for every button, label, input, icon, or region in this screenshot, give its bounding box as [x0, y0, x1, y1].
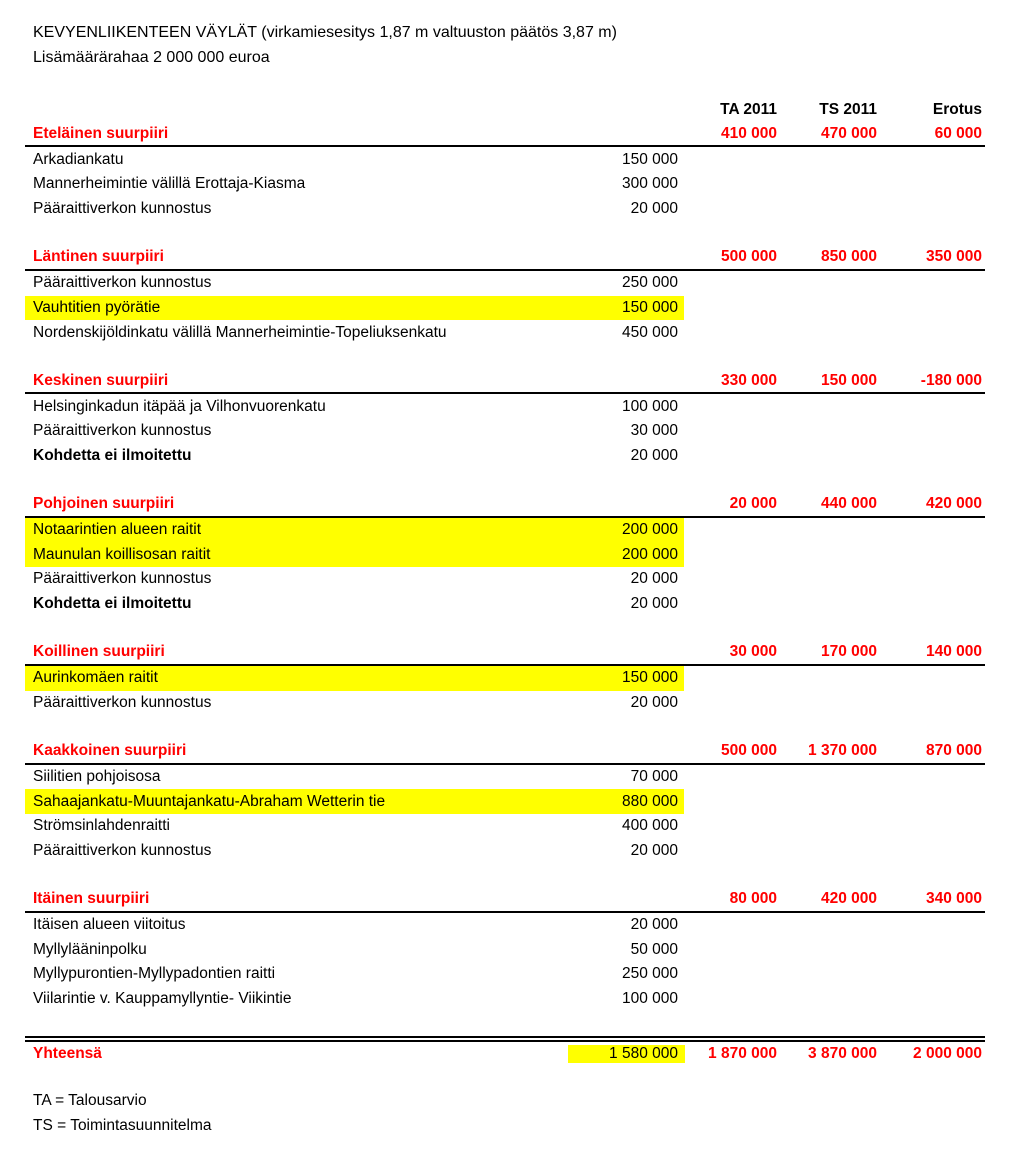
section-header-keskinen: [25, 370, 985, 395]
item-row-val: 150 000: [621, 298, 678, 316]
item-row-val: 70 000: [630, 767, 678, 785]
section-header-koillinen-ts: 170 000: [820, 643, 877, 661]
section-header-kaakkoinen-ts: 1 370 000: [808, 742, 877, 760]
item-row-val: 20 000: [630, 693, 678, 711]
item-row-name: Pääraittiverkon kunnostus: [33, 570, 212, 588]
item-row-val: 20 000: [630, 200, 678, 218]
item-row-name: Notaarintien alueen raitit: [33, 521, 202, 539]
spacer-row: [25, 715, 985, 740]
section-header-lantinen-name: Läntinen suurpiiri: [33, 248, 164, 266]
spacer-row: [25, 345, 985, 370]
total-value-highlighted: 1 580 000: [568, 1045, 685, 1063]
item-row: [25, 691, 985, 716]
section-header-pohjoinen-er: 420 000: [925, 495, 982, 513]
budget-table: [25, 98, 985, 1067]
section-header-etelainen-er: 60 000: [934, 125, 982, 143]
item-row-name: Aurinkomäen raitit: [33, 669, 158, 687]
item-row-name: Pääraittiverkon kunnostus: [33, 841, 212, 859]
item-row: [25, 839, 985, 864]
item-row: [25, 444, 985, 469]
item-row-name: Siilitien pohjoisosa: [33, 767, 161, 785]
item-row-name: Mannerheimintie välillä Erottaja-Kiasma: [33, 175, 306, 193]
section-header-pohjoinen-ts: 440 000: [820, 495, 877, 513]
item-row-name: Maunulan koillisosan raitit: [33, 545, 211, 563]
item-row-name: Kohdetta ei ilmoitettu: [33, 446, 192, 464]
item-row: [25, 518, 985, 543]
item-row-val: 20 000: [630, 916, 678, 934]
column-header-row: [25, 98, 985, 123]
section-header-itainen-name: Itäinen suurpiiri: [33, 890, 150, 908]
footnotes: [25, 1089, 1013, 1138]
item-row-name: Pääraittiverkon kunnostus: [33, 200, 212, 218]
item-row-name: Myllypurontien-Myllypadontien raitti: [33, 965, 276, 983]
spacer-row: [25, 468, 985, 493]
item-row-name: Viilarintie v. Kauppamyllyntie- Viikintie: [33, 990, 292, 1008]
item-row: [25, 789, 985, 814]
section-header-lantinen: [25, 246, 985, 271]
item-row-val: 400 000: [621, 817, 678, 835]
item-row: [25, 592, 985, 617]
item-row-val: 20 000: [630, 841, 678, 859]
item-row-name: Kohdetta ei ilmoitettu: [33, 595, 192, 613]
item-row: [25, 271, 985, 296]
item-row: [25, 765, 985, 790]
section-header-keskinen-ts: 150 000: [820, 371, 877, 389]
item-row-name: Arkadiankatu: [33, 150, 124, 168]
item-row-name: Pääraittiverkon kunnostus: [33, 422, 212, 440]
item-row-val: 200 000: [621, 545, 678, 563]
section-header-lantinen-er: 350 000: [925, 248, 982, 266]
item-row-val: 250 000: [621, 274, 678, 292]
item-row: [25, 913, 985, 938]
item-row-val: 30 000: [630, 422, 678, 440]
item-row-val: 150 000: [621, 669, 678, 687]
total-erotus: 2 000 000: [913, 1045, 982, 1063]
column-header-ta: TA 2011: [720, 101, 777, 119]
section-header-itainen-er: 340 000: [925, 890, 982, 908]
section-header-etelainen-ts: 470 000: [820, 125, 877, 143]
item-row: [25, 542, 985, 567]
section-header-itainen-ts: 420 000: [820, 890, 877, 908]
total-ts: 3 870 000: [808, 1045, 877, 1063]
item-row-name: Sahaajankatu-Muuntajankatu-Abraham Wetterin tie: [33, 792, 386, 810]
item-row: [25, 987, 985, 1012]
item-row-name: Myllylääninpolku: [33, 940, 147, 958]
section-header-koillinen-name: Koillinen suurpiiri: [33, 643, 165, 661]
column-header-ts: TS 2011: [819, 101, 877, 119]
spacer-row: [25, 221, 985, 246]
document-title: KEVYENLIIKENTEEN VÄYLÄT (virkamiesesitys 1,87 m valtuuston päätös 3,87 m): [33, 24, 617, 41]
item-row: [25, 296, 985, 321]
item-row-val: 880 000: [621, 792, 678, 810]
item-row-name: Pääraittiverkon kunnostus: [33, 693, 212, 711]
column-header-erotus: Erotus: [932, 101, 982, 119]
item-row: [25, 666, 985, 691]
footnote-ts: TS = Toimintasuunnitelma: [33, 1116, 212, 1134]
section-header-etelainen: [25, 123, 985, 148]
section-header-lantinen-ts: 850 000: [820, 248, 877, 266]
item-row-val: 20 000: [630, 595, 678, 613]
document-header: [25, 20, 1013, 70]
item-row: [25, 394, 985, 419]
item-row: [25, 197, 985, 222]
item-row-val: 250 000: [621, 965, 678, 983]
item-row: [25, 937, 985, 962]
total-label: Yhteensä: [33, 1045, 102, 1063]
spacer-row: [25, 863, 985, 888]
section-header-kaakkoinen-ta: 500 000: [720, 742, 777, 760]
section-header-keskinen-er: -180 000: [920, 371, 982, 389]
item-row-name: Vauhtitien pyörätie: [33, 298, 161, 316]
item-row-val: 200 000: [621, 521, 678, 539]
item-row-name: Nordenskijöldinkatu välillä Mannerheimintie-Topeliuksenkatu: [33, 323, 447, 341]
total-row: [25, 1036, 985, 1067]
section-header-koillinen: [25, 641, 985, 666]
item-row-val: 20 000: [630, 570, 678, 588]
section-header-koillinen-er: 140 000: [925, 643, 982, 661]
section-header-lantinen-ta: 500 000: [720, 248, 777, 266]
item-row: [25, 172, 985, 197]
item-row-val: 450 000: [621, 323, 678, 341]
section-header-kaakkoinen-name: Kaakkoinen suurpiiri: [33, 742, 187, 760]
item-row-name: Itäisen alueen viitoitus: [33, 916, 186, 934]
item-row: [25, 814, 985, 839]
section-header-keskinen-ta: 330 000: [720, 371, 777, 389]
section-header-koillinen-ta: 30 000: [729, 643, 777, 661]
spacer-row: [25, 616, 985, 641]
item-row-name: Pääraittiverkon kunnostus: [33, 274, 212, 292]
document-subtitle: Lisämäärärahaa 2 000 000 euroa: [33, 49, 270, 66]
item-row-val: 300 000: [621, 175, 678, 193]
table-sections: [25, 123, 985, 1036]
item-row: [25, 567, 985, 592]
section-header-itainen-ta: 80 000: [729, 890, 777, 908]
item-row: [25, 147, 985, 172]
section-header-kaakkoinen-er: 870 000: [925, 742, 982, 760]
item-row-val: 20 000: [630, 446, 678, 464]
item-row-val: 50 000: [630, 940, 678, 958]
section-header-itainen: [25, 888, 985, 913]
item-row-val: 100 000: [621, 397, 678, 415]
section-header-kaakkoinen: [25, 740, 985, 765]
section-header-pohjoinen: [25, 493, 985, 518]
item-row-val: 100 000: [621, 990, 678, 1008]
item-row: [25, 962, 985, 987]
section-header-keskinen-name: Keskinen suurpiiri: [33, 371, 169, 389]
item-row-name: Helsinginkadun itäpää ja Vilhonvuorenkatu: [33, 397, 326, 415]
section-header-pohjoinen-ta: 20 000: [729, 495, 777, 513]
item-row: [25, 320, 985, 345]
item-row-val: 150 000: [621, 150, 678, 168]
section-header-etelainen-ta: 410 000: [720, 125, 777, 143]
footnote-ta: TA = Talousarvio: [33, 1091, 147, 1109]
section-header-pohjoinen-name: Pohjoinen suurpiiri: [33, 495, 175, 513]
section-header-etelainen-name: Eteläinen suurpiiri: [33, 125, 169, 143]
total-ta: 1 870 000: [708, 1045, 777, 1063]
item-row: [25, 419, 985, 444]
spacer-row: [25, 1011, 985, 1036]
item-row-name: Strömsinlahdenraitti: [33, 817, 170, 835]
